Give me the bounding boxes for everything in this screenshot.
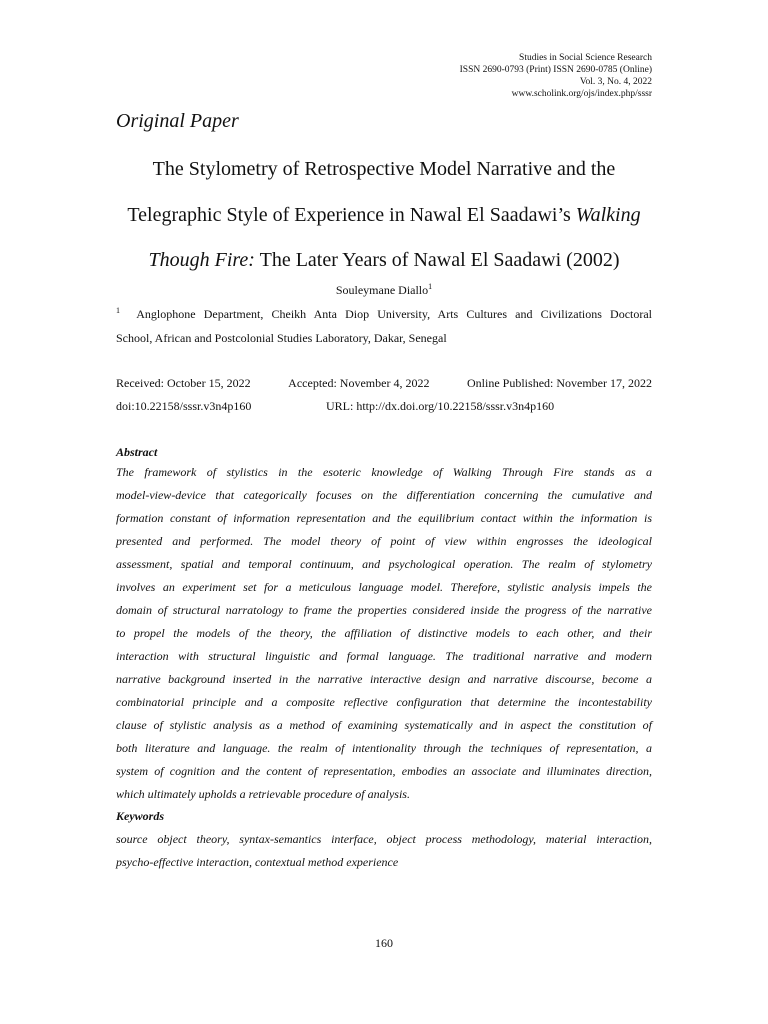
abstract-heading: Abstract	[116, 445, 158, 459]
title-line-2	[116, 193, 652, 239]
title-line-3	[116, 238, 652, 284]
abstract-line: interaction with structural linguistic and formal language. The traditional narrative and modern	[116, 649, 652, 663]
abstract-line: narrative background inserted in the narrative interactive design and narrative discourse, become a	[116, 672, 652, 686]
keywords-body	[116, 828, 652, 874]
title-line-2-text: Telegraphic Style of Experience in Nawal El Saadawi’s	[127, 203, 576, 226]
abstract-line: domain of structural narratology to frame the properties considered inside the progress of the narrative	[116, 603, 652, 617]
published-date: Online Published: November 17, 2022	[467, 376, 652, 390]
abstract-line: system of cognition and the content of representation, embodies an associate and illuminates direction,	[116, 764, 652, 778]
keywords-heading: Keywords	[116, 809, 164, 823]
paper-title	[116, 147, 652, 284]
keywords-line: psycho-effective interaction, contextual method experience	[116, 855, 399, 869]
affiliation-marker: 1	[116, 306, 120, 315]
abstract-line: formation constant of information representation and the equilibrium contact within the information is	[116, 511, 652, 525]
journal-website[interactable]: www.scholink.org/ojs/index.php/sssr	[511, 89, 652, 99]
abstract-line: clause of stylistic analysis as a method of examining systematically and in aspect the constitution of	[116, 718, 652, 732]
publication-dates	[116, 373, 652, 393]
title-line-2-italic: Walking	[575, 203, 641, 226]
abstract-body	[116, 461, 652, 806]
abstract-line: which ultimately upholds a retrievable procedure of analysis.	[116, 787, 410, 801]
affiliation-line-2: School, African and Postcolonial Studies Laboratory, Dakar, Senegal	[116, 330, 447, 345]
affiliation-line-1	[116, 303, 652, 327]
paper-page	[116, 0, 652, 1024]
journal-issn: ISSN 2690-0793 (Print) ISSN 2690-0785 (Online)	[459, 65, 652, 75]
keywords-line: source object theory, syntax-semantics interface, object process methodology, material interaction,	[116, 832, 652, 846]
title-line-1: The Stylometry of Retrospective Model Narrative and the	[152, 158, 616, 180]
abstract-line: combinatorial principle and a composite reflective configuration that determine the incontestability	[116, 695, 652, 709]
section-label: Original Paper	[116, 110, 239, 132]
abstract-line: The framework of stylistics in the esoteric knowledge of Walking Through Fire stands as a	[116, 465, 652, 479]
abstract-line: assessment, spatial and temporal continuum, and psychological operation. The realm of stylometry	[116, 557, 652, 571]
affiliation	[116, 303, 652, 350]
abstract-line: both literature and language. the realm of intentionality through the techniques of representation, a	[116, 741, 652, 755]
journal-name: Studies in Social Science Research	[519, 53, 652, 63]
abstract-line: to propel the models of the theory, the affiliation of distinctive models to each other, and their	[116, 626, 652, 640]
title-line-3-italic: Though Fire:	[148, 249, 255, 271]
received-date: Received: October 15, 2022	[116, 376, 251, 390]
author-name: Souleymane Diallo	[335, 283, 429, 297]
abstract-line: model-view-device that categorically focuses on the differentiation concerning the cumulative and	[116, 488, 652, 502]
author-affiliation-marker: 1	[428, 282, 433, 291]
author	[116, 282, 652, 298]
abstract-line: involves an experiment set for a meticulous language model. Therefore, stylistic analysis impels the	[116, 580, 652, 594]
doi-url[interactable]: URL: http://dx.doi.org/10.22158/sssr.v3n4p160	[326, 399, 555, 413]
accepted-date: Accepted: November 4, 2022	[288, 376, 430, 390]
affiliation-line-1-text: Anglophone Department, Cheikh Anta Diop University, Arts Cultures and Civilizations Doctoral	[136, 307, 653, 321]
doi: doi:10.22158/sssr.v3n4p160	[116, 399, 252, 413]
journal-header	[460, 52, 652, 100]
title-line-3-text: The Later Years of Nawal El Saadawi (2002)	[254, 249, 620, 271]
abstract-line: presented and performed. The model theory of point of view within engrosses the ideological	[116, 534, 652, 548]
journal-volume: Vol. 3, No. 4, 2022	[579, 77, 652, 87]
page-number: 160	[375, 936, 393, 950]
